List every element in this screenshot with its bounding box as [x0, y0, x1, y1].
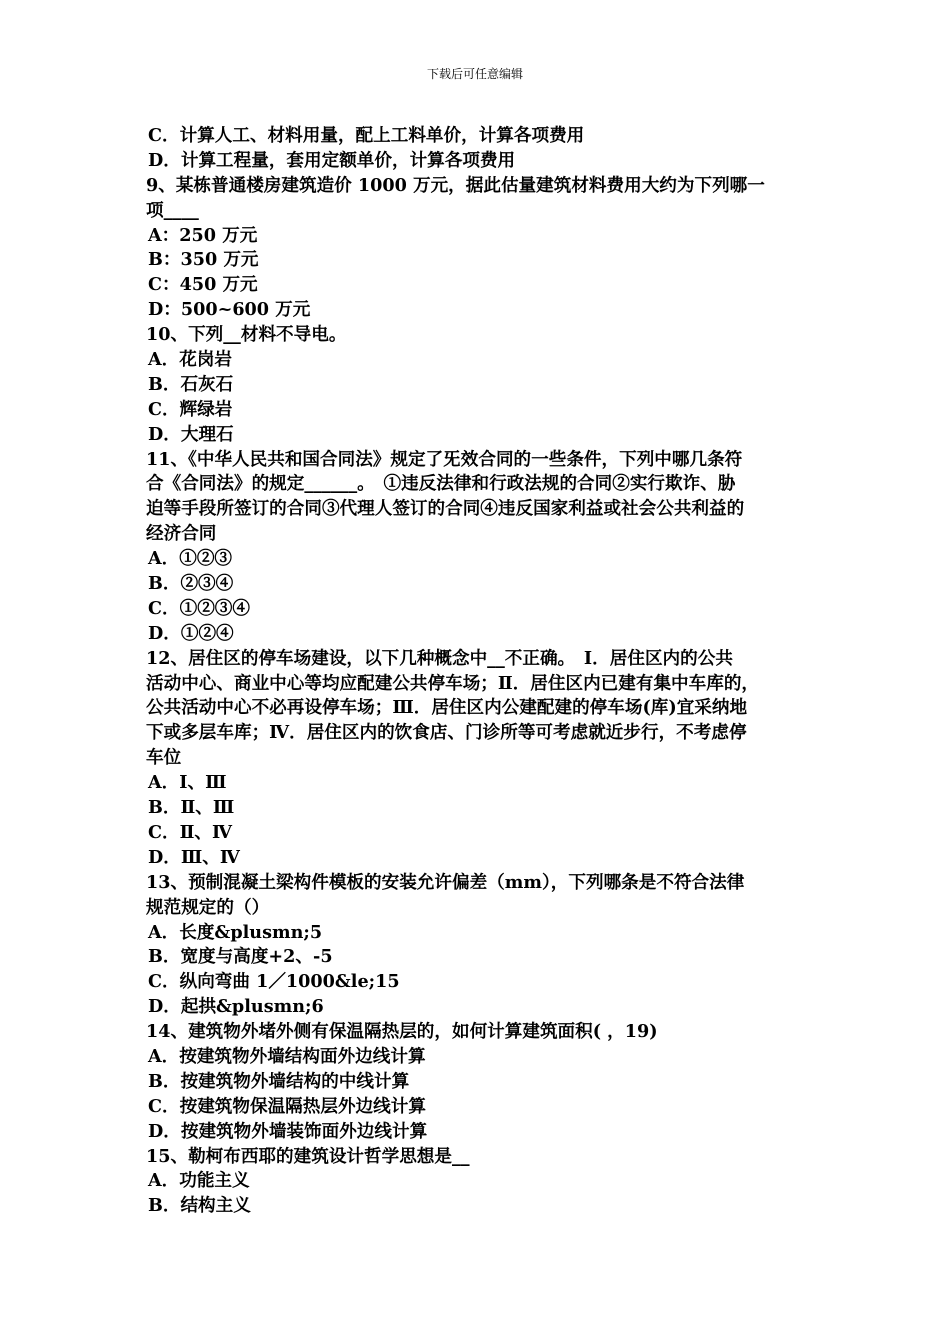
answer-option-line: D．按建筑物外墙装饰面外边线计算: [148, 1120, 428, 1142]
question-text-line: 车位: [146, 747, 182, 769]
answer-option-line: D．计算工程量，套用定额单价，计算各项费用: [148, 149, 516, 171]
answer-option-line: A．长度&plusmn;5: [148, 921, 323, 943]
answer-option-line: A．①②③: [148, 548, 233, 570]
answer-option-line: C．按建筑物保温隔热层外边线计算: [148, 1095, 426, 1117]
answer-option-line: B．Ⅱ、Ⅲ: [148, 797, 235, 819]
answer-option-line: B．②③④: [148, 573, 234, 595]
question-text-line: 公共活动中心不必再设停车场；Ⅲ．居住区内公建配建的停车场(库)宜采纳地: [146, 697, 748, 719]
question-text-line: 规范规定的（）: [146, 896, 270, 918]
answer-option-line: A：250 万元: [148, 224, 258, 246]
answer-option-line: D．Ⅲ、Ⅳ: [148, 846, 240, 868]
answer-option-line: C．辉绿岩: [148, 398, 233, 420]
question-text-line: 迫等手段所签订的合同③代理人签订的合同④违反国家利益或社会公共利益的: [146, 498, 745, 520]
answer-option-line: C．纵向弯曲 1／1000&le;15: [148, 971, 400, 993]
document-body: [146, 124, 810, 1219]
answer-option-line: C：450 万元: [148, 274, 258, 296]
answer-option-line: D：500~600 万元: [148, 299, 311, 321]
question-text-line: 11、《中华人民共和国合同法》规定了旡效合同的一些条件，下列中哪几条符: [146, 448, 743, 470]
answer-option-line: C．①②③④: [148, 597, 250, 619]
answer-option-line: A．花岗岩: [148, 349, 233, 371]
question-text-line: 项____: [146, 199, 199, 221]
answer-option-line: B：350 万元: [148, 249, 259, 271]
question-text-line: 经济合同: [146, 523, 217, 545]
answer-option-line: A．功能主义: [148, 1170, 250, 1192]
answer-option-line: D．起拱&plusmn;6: [148, 996, 324, 1018]
question-text-line: 合《合同法》的规定______。 ①违反法律和行政法规的合同②实行欺诈、胁: [146, 473, 736, 495]
answer-option-line: B．石灰石: [148, 373, 234, 395]
answer-option-line: A．Ⅰ、Ⅲ: [148, 772, 227, 794]
answer-option-line: A．按建筑物外墙结构面外边线计算: [148, 1045, 426, 1067]
question-text-line: 活动中心、商业中心等均应配建公共停车场；Ⅱ．居住区内已建有集中车库的，: [146, 672, 760, 694]
answer-option-line: B．结构主义: [148, 1195, 251, 1217]
question-text-line: 14、建筑物外堵外侧有保温隔热层的，如何计算建筑面积( ，19): [146, 1021, 658, 1043]
question-text-line: 13、预制混凝土梁构件模板的安装允许偏差（mm），下列哪条是不符合法律: [146, 871, 745, 893]
answer-option-line: B．按建筑物外墙结构的中线计算: [148, 1070, 410, 1092]
answer-option-line: D．①②④: [148, 622, 234, 644]
page-header: 下载后可任意编辑: [426, 67, 523, 81]
question-text-line: 12、居住区的停车场建设，以下几种概念中__不正确。 Ⅰ．居住区内的公共: [146, 647, 733, 669]
answer-option-line: D．大理石: [148, 423, 234, 445]
answer-option-line: B．宽度与高度+2、-5: [148, 946, 333, 968]
answer-option-line: C．Ⅱ、Ⅳ: [148, 821, 232, 843]
question-text-line: 下或多层车库；Ⅳ．居住区内的饮食店、门诊所等可考虑就近步行，不考虑停: [146, 722, 747, 744]
question-text-line: 10、下列__材料不导电。: [146, 324, 347, 346]
question-text-line: 15、勒柯布西耶的建筑设计哲学思想是__: [146, 1145, 470, 1167]
question-text-line: 9、某栋普通楼房建筑造价 1000 万元，据此估量建筑材料费用大约为下列哪一: [146, 174, 765, 196]
answer-option-line: C．计算人工、材料用量，配上工料单价，计算各项费用: [148, 125, 585, 146]
